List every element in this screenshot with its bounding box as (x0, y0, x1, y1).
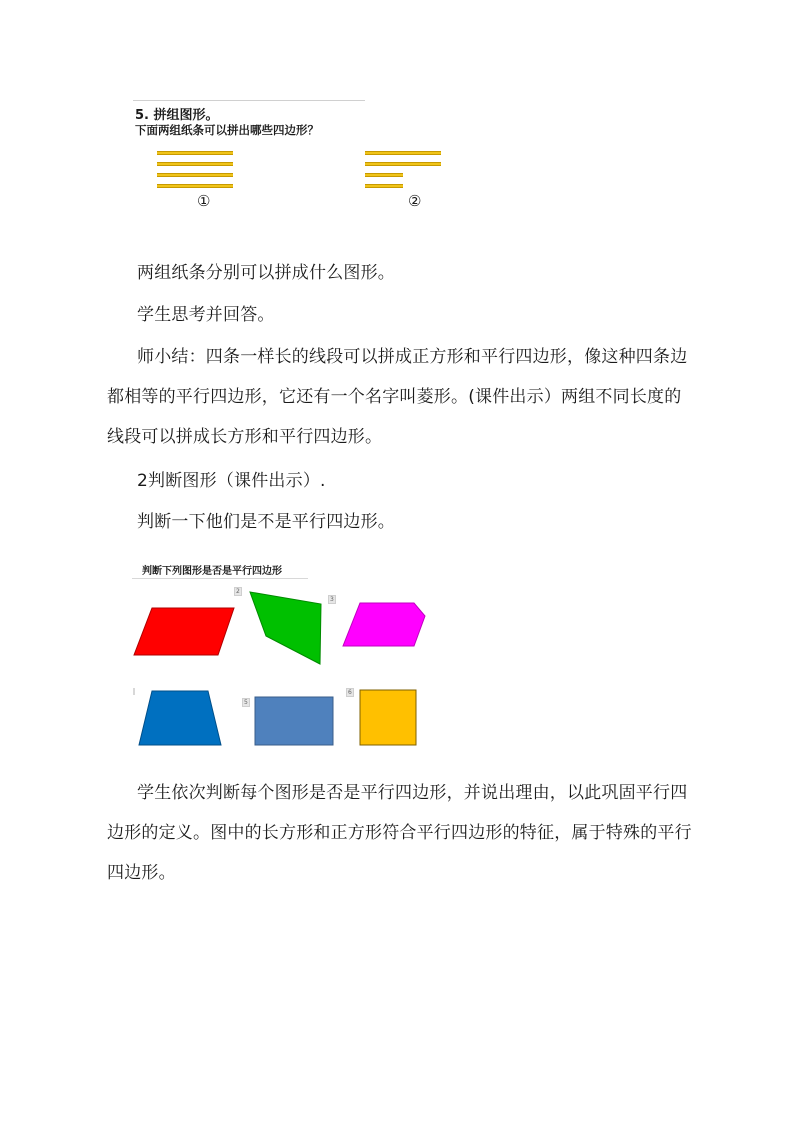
shape-tag-6: 6 (348, 689, 352, 696)
figure-top-rule (133, 100, 365, 101)
group-2-label: ② (408, 192, 422, 210)
shape-red-parallelogram (134, 608, 234, 655)
paragraph-4: 2判断图形（课件出示）. (137, 471, 326, 491)
strip-figure (133, 100, 463, 212)
strip-g2-3 (365, 173, 403, 177)
paragraph-1: 两组纸条分别可以拼成什么图形。 (137, 263, 395, 283)
shape-steelblue-rectangle (255, 697, 333, 745)
paragraph-3: 师小结：四条一样长的线段可以拼成正方形和平行四边形，像这种四条边都相等的平行四边形，它还有一个名字叫菱形。(课件出示）两组不同长度的线段可以拼成长方形和平行四边形。 (107, 347, 688, 447)
shapes-figure-title: 判断下列图形是否是平行四边形 (142, 566, 282, 577)
figure-question: 下面两组纸条可以拼出哪些四边形？ (135, 123, 319, 137)
figure-title: 5. 拼组图形。 (135, 108, 219, 123)
strip-g2-4 (365, 184, 403, 188)
shape-magenta-hexagon (343, 603, 425, 646)
paragraph-5: 判断一下他们是不是平行四边形。 (137, 512, 395, 532)
strip-g1-4 (157, 184, 233, 188)
strip-g2-2 (365, 162, 441, 166)
shapes-figure (132, 556, 432, 756)
paragraph-2: 学生思考并回答。 (137, 305, 275, 325)
shape-blue-trapezoid (139, 691, 221, 745)
shape-green-quadrilateral (250, 592, 321, 664)
shape-tag-5: 5 (244, 699, 248, 706)
paragraph-6: 学生依次判断每个图形是否是平行四边形，并说出理由，以此巩固平行四边形的定义。图中的长方形和正方形符合平行四边形的特征，属于特殊的平行四边形。 (107, 783, 692, 883)
shape-tag-3: 3 (330, 596, 334, 603)
shape-tag-2: 2 (236, 588, 240, 595)
shape-amber-square (360, 690, 416, 745)
strip-g2-1 (365, 151, 441, 155)
strip-g1-1 (157, 151, 233, 155)
shapes-canvas (132, 556, 432, 756)
strip-g1-3 (157, 173, 233, 177)
strip-g1-2 (157, 162, 233, 166)
group-1-label: ① (197, 192, 211, 210)
